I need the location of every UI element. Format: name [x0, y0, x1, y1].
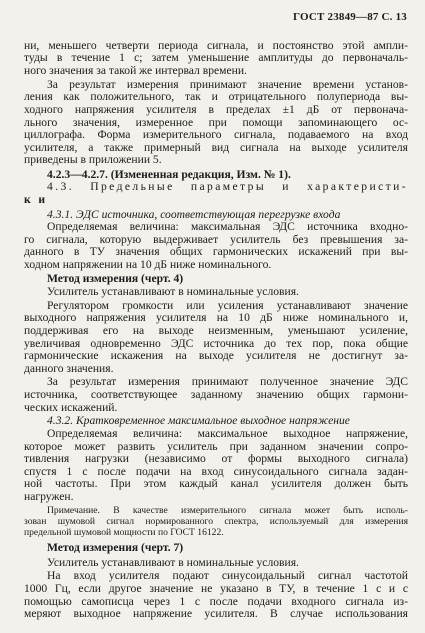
- text-line: ходном напряжении на 10 дБ ниже номинального.: [24, 258, 272, 271]
- text-line: Метод измерения (черт. 4): [47, 272, 184, 285]
- text-line: Регулятором громкости или усиления устанавливают значение: [47, 299, 408, 312]
- text-line: Примечание. В качестве измерительного сигнала может быть исполь-: [47, 505, 408, 516]
- text-line: ческих искажений.: [24, 401, 118, 414]
- text-line: туды в течение 1 с; затем уменьшение амплитуды до первоначаль-: [24, 51, 408, 64]
- text-line: 4.3. Предельные параметры и характеристи-: [47, 180, 408, 193]
- text-line: За результат измерения принимают полученное значение ЭДС: [47, 375, 408, 388]
- text-line: ления как положительного, так и отрицательного полупериода вы-: [24, 90, 408, 103]
- text-line: гармонические искажения на выходе усилителя не достигнут за-: [24, 349, 408, 362]
- text-line: зован шумовой сигнал нормированного спектра, используемый для измерения: [24, 516, 408, 527]
- text-line: ного значения за такой же интервал времени.: [24, 64, 247, 77]
- text-line: меряют выходное напряжение усилителя. В случае использования: [24, 607, 408, 620]
- text-line: выходного напряжения усилителя на 10 дБ ниже номинального и,: [24, 311, 408, 324]
- text-line: ходного напряжения усилителя в пределах ±1 дБ от первонача-: [24, 103, 408, 116]
- page-header: ГОСТ 23849—87 С. 13: [293, 11, 407, 23]
- text-line: которое может развить усилитель при заданном значении сопро-: [24, 440, 408, 453]
- text-line: помощью самописца через 1 с после подачи входного сигнала из-: [24, 595, 408, 608]
- text-line: усилителя, а также примерный вид сигнала на выходе усилителя: [24, 141, 408, 154]
- text-line: тивления нагрузки (независимо от формы выходного сигнала): [24, 452, 408, 465]
- text-line: 4.2.3—4.2.7. (Измененная редакция, Изм. № 1).: [47, 168, 291, 181]
- text-line: Метод измерения (черт. 7): [47, 541, 184, 554]
- text-line: поддерживая его на выходе неизменным, уменьшают усиление,: [24, 324, 408, 337]
- text-line: данного в ТУ значения общих гармонических искажений при вы-: [24, 245, 408, 258]
- text-line: источника, соответствующее заданному значению общих гармони-: [24, 388, 408, 401]
- text-line: нагружен.: [24, 490, 74, 503]
- text-line: к и: [24, 193, 48, 206]
- text-line: льного значения, измеренное при помощи запоминающего ос-: [24, 116, 408, 129]
- text-line: увеличивая одновременно ЭДС источника до тех пор, пока общие: [24, 337, 408, 350]
- text-line: 4.3.1. ЭДС источника, соответствующая перегрузке входа: [47, 208, 341, 221]
- text-line: приведены в приложении 5.: [24, 153, 162, 166]
- text-line: предельной шумовой мощности по ГОСТ 16122.: [24, 527, 224, 538]
- text-line: спустя 1 с после подачи на вход синусоидального сигнала задан-: [24, 465, 408, 478]
- text-line: Усилитель устанавливают в номинальные условия.: [47, 285, 299, 298]
- text-line: 1000 Гц, если другое значение не указано в ТУ, в течение 1 с и с: [24, 582, 408, 595]
- text-line: На вход усилителя подают синусоидальный сигнал частотой: [47, 569, 408, 582]
- text-line: Определяемая величина: максимальное выходное напряжение,: [47, 427, 408, 440]
- text-line: Усилитель устанавливают в номинальные условия.: [47, 556, 299, 569]
- text-line: ни, меньшего четверти периода сигнала, и постоянство этой ампли-: [24, 39, 408, 52]
- text-line: Определяемая величина: максимальная ЭДС источника входно-: [47, 220, 408, 233]
- text-line: данного значения.: [24, 362, 114, 375]
- text-line: го сигнала, которую выдерживает усилитель без превышения за-: [24, 233, 408, 246]
- text-line: За результат измерения принимают значение времени установ-: [47, 78, 408, 91]
- text-line: ной частоты. При этом каждый канал усилителя должен быть: [24, 477, 408, 490]
- text-line: циллографа. Форма измерительного сигнала, подаваемого на вход: [24, 128, 408, 141]
- text-line: 4.3.2. Кратковременное максимальное выходное напряжение: [47, 414, 350, 427]
